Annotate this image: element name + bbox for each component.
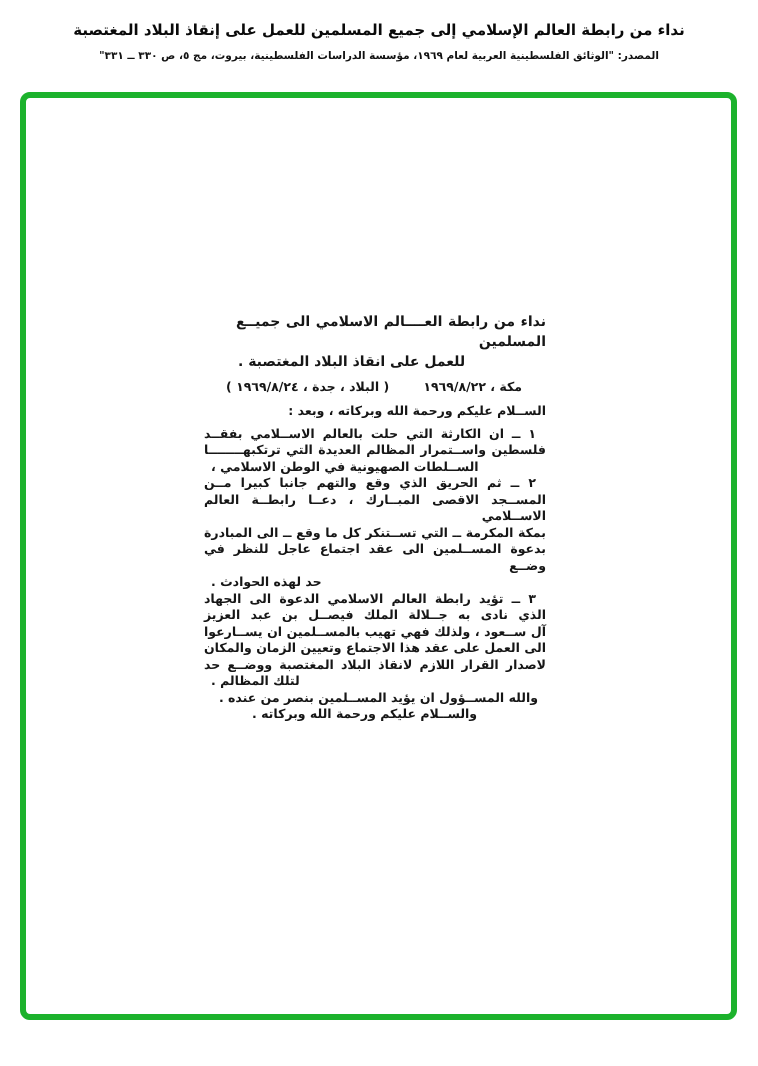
document-dateline	[204, 379, 546, 395]
document-line: لاصدار القرار اللازم لانقاذ البلاد المغتصبة ووضــع حد	[204, 656, 546, 672]
document-line: بمكة المكرمة ــ التي تســتنكر كل ما وقع ــ الى المبادرة	[204, 524, 546, 540]
header-source-citation: المصدر: "الوثائق الفلسطينية العربية لعام ١٩٦٩، مؤسسة الدراسات الفلسطينية، بيروت، مج ٥، ص ٣٣٠ ــ ٣٣١"	[99, 50, 659, 62]
document-line: الســلطات الصهيونية في الوطن الاسلامي ،	[211, 458, 479, 474]
document-line: لتلك المظالم .	[211, 673, 300, 688]
document-closing-line: والســلام عليكم ورحمة الله وبركاته .	[252, 706, 478, 721]
document-body	[204, 426, 546, 723]
document-line: آل ســعود ، ولذلك فهي تهيب بالمســلمين ان يســارعوا	[204, 623, 546, 639]
document-line: فلسطين واســتمرار المظالم العديدة التي ترتكبهــــــــا	[204, 442, 546, 457]
document-line: بدعوة المســلمين الى عقد اجتماع عاجل للنظر في وضــع	[204, 541, 546, 573]
header-title: نداء من رابطة العالم الإسلامي إلى جميع المسلمين للعمل على إنقاذ البلاد المغتصبة	[73, 21, 685, 39]
document-line: الذي نادى به جــلالة الملك فيصــل بن عبد العزيز	[204, 607, 546, 622]
document-salutation: الســلام عليكم ورحمة الله وبركاته ، وبعد :	[288, 403, 546, 418]
document-title-line: نداء من رابطة العــــالم الاسلامي الى جميــع المسلمين	[236, 314, 546, 350]
document-scan-text	[204, 312, 546, 723]
document-line: الى العمل على عقد هذا الاجتماع وتعيين الزمان والمكان	[204, 640, 546, 655]
document-title	[204, 312, 546, 372]
document-line: ٢ ــ ثم الحريق الذي وقع والتهم جانبا كبيرا مــن	[204, 475, 536, 490]
dateline-place-date: مكة ، ١٩٦٩/٨/٢٢	[423, 379, 522, 394]
document-line: المســجد الاقصى المبــارك ، دعــا رابطــة العالم الاســلامي	[204, 491, 546, 523]
document-frame	[20, 92, 737, 1020]
document-closing-line: والله المســؤول ان يؤيد المســلمين بنصر من عنده .	[218, 689, 538, 705]
document-line: ٣ ــ تؤيد رابطة العالم الاسلامي الدعوة الى الجهاد	[204, 590, 536, 606]
document-line: حد لهذه الحوادث .	[211, 574, 322, 589]
dateline-publication: ( البلاد ، جدة ، ١٩٦٩/٨/٢٤ )	[226, 379, 390, 394]
document-line: ١ ــ ان الكارثة التي حلت بالعالم الاســلامي بفقــد	[204, 425, 536, 441]
document-title-line: للعمل على انقاذ البلاد المغتصبة .	[238, 354, 466, 370]
page-header	[0, 20, 758, 63]
